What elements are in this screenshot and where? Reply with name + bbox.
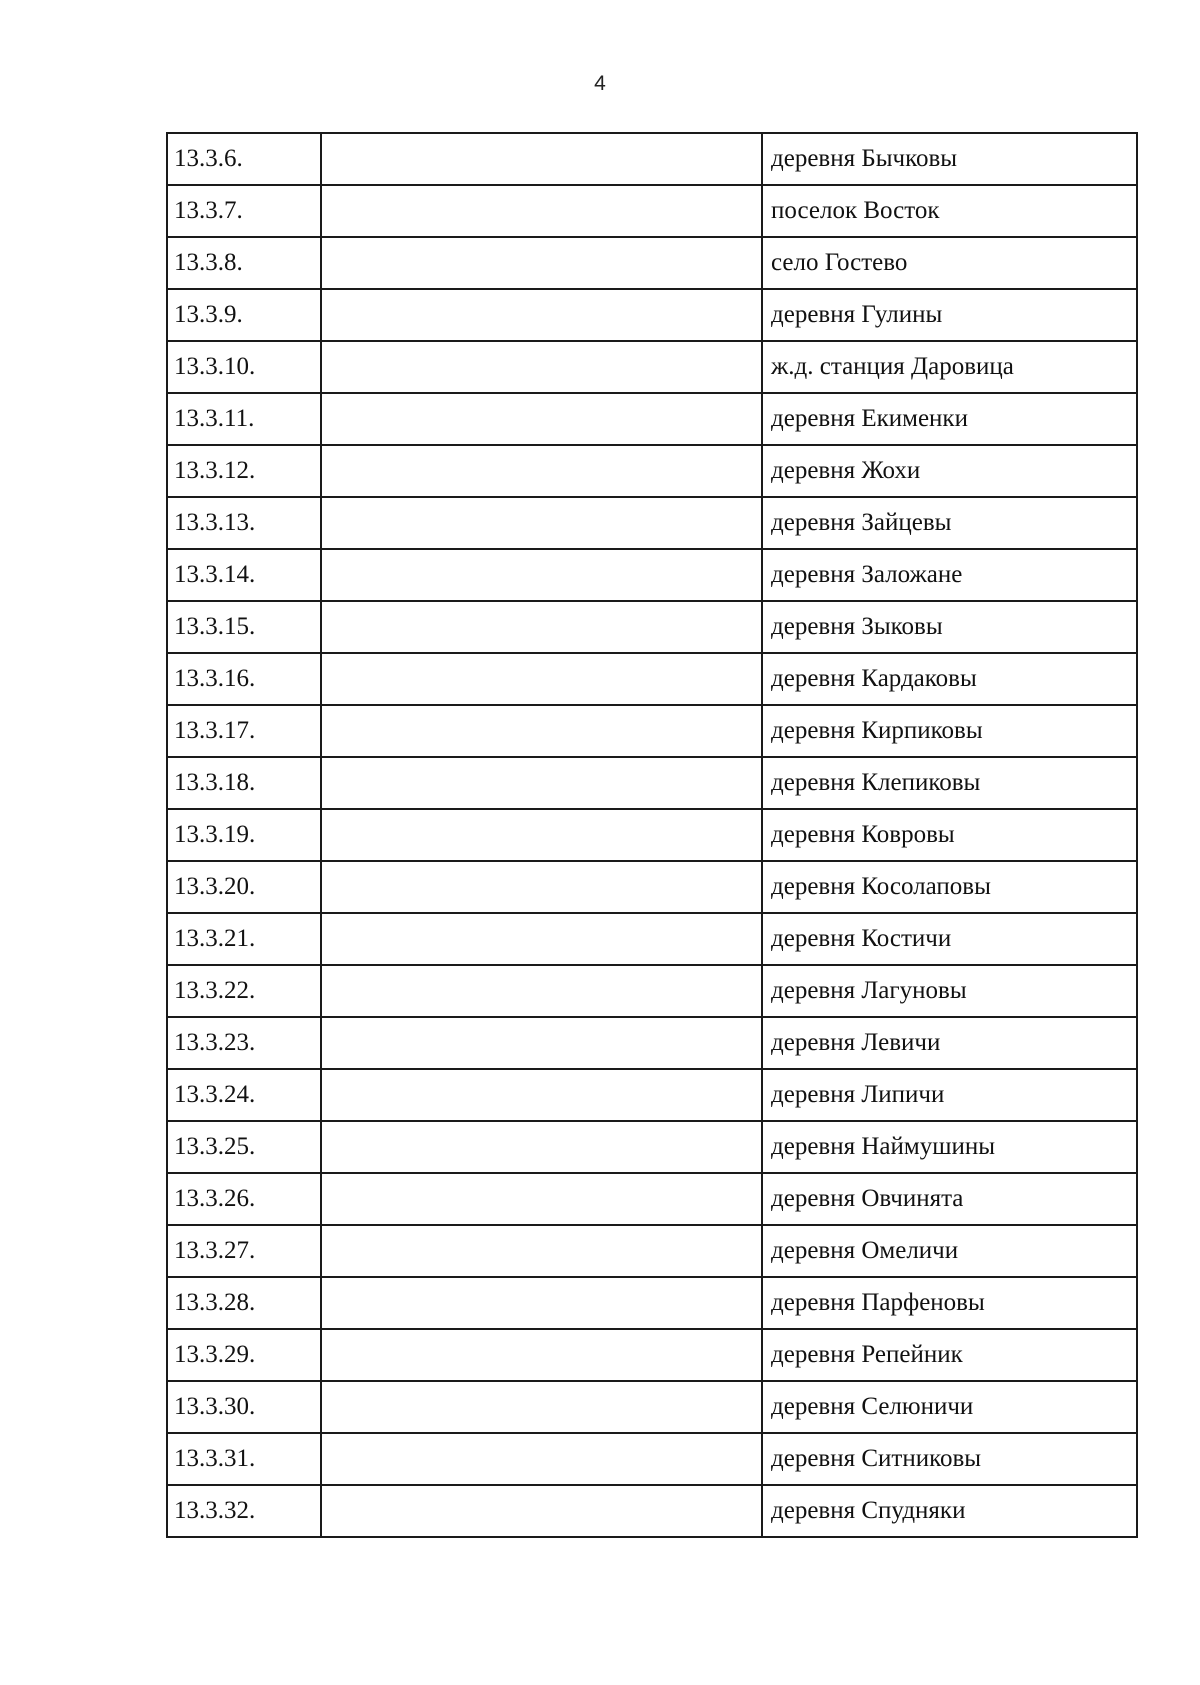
settlement-name-cell: деревня Спудняки <box>762 1485 1137 1537</box>
settlement-name-cell: деревня Парфеновы <box>762 1277 1137 1329</box>
empty-cell <box>321 601 762 653</box>
row-number-cell: 13.3.20. <box>167 861 321 913</box>
table-row <box>167 1381 1137 1433</box>
settlement-name-cell: деревня Бычковы <box>762 133 1137 185</box>
empty-cell <box>321 1329 762 1381</box>
settlement-name-cell: деревня Зайцевы <box>762 497 1137 549</box>
table-row <box>167 653 1137 705</box>
empty-cell <box>321 705 762 757</box>
row-number-cell: 13.3.7. <box>167 185 321 237</box>
table-row <box>167 757 1137 809</box>
empty-cell <box>321 185 762 237</box>
settlement-name-cell: деревня Лагуновы <box>762 965 1137 1017</box>
row-number-cell: 13.3.18. <box>167 757 321 809</box>
table-row <box>167 237 1137 289</box>
table-row <box>167 1017 1137 1069</box>
settlement-name-cell: деревня Овчинята <box>762 1173 1137 1225</box>
empty-cell <box>321 1225 762 1277</box>
empty-cell <box>321 809 762 861</box>
table-row <box>167 1121 1137 1173</box>
settlement-name-cell: деревня Екименки <box>762 393 1137 445</box>
empty-cell <box>321 965 762 1017</box>
table-row <box>167 445 1137 497</box>
row-number-cell: 13.3.16. <box>167 653 321 705</box>
settlement-name-cell: деревня Кирпиковы <box>762 705 1137 757</box>
row-number-cell: 13.3.27. <box>167 1225 321 1277</box>
settlement-name-cell: деревня Наймушины <box>762 1121 1137 1173</box>
table-row <box>167 1277 1137 1329</box>
row-number-cell: 13.3.25. <box>167 1121 321 1173</box>
table-row <box>167 549 1137 601</box>
row-number-cell: 13.3.32. <box>167 1485 321 1537</box>
empty-cell <box>321 1485 762 1537</box>
empty-cell <box>321 1433 762 1485</box>
table-row <box>167 601 1137 653</box>
table-row <box>167 497 1137 549</box>
empty-cell <box>321 497 762 549</box>
empty-cell <box>321 1017 762 1069</box>
table-row <box>167 1433 1137 1485</box>
empty-cell <box>321 913 762 965</box>
table-row <box>167 1329 1137 1381</box>
row-number-cell: 13.3.13. <box>167 497 321 549</box>
table-row <box>167 1173 1137 1225</box>
settlement-name-cell: деревня Левичи <box>762 1017 1137 1069</box>
empty-cell <box>321 757 762 809</box>
settlement-name-cell: деревня Клепиковы <box>762 757 1137 809</box>
row-number-cell: 13.3.28. <box>167 1277 321 1329</box>
table-row <box>167 705 1137 757</box>
row-number-cell: 13.3.19. <box>167 809 321 861</box>
empty-cell <box>321 289 762 341</box>
row-number-cell: 13.3.31. <box>167 1433 321 1485</box>
table-row <box>167 861 1137 913</box>
settlement-name-cell: деревня Ковровы <box>762 809 1137 861</box>
empty-cell <box>321 861 762 913</box>
table-body <box>167 133 1137 1537</box>
empty-cell <box>321 1121 762 1173</box>
settlement-name-cell: деревня Ситниковы <box>762 1433 1137 1485</box>
table-row <box>167 185 1137 237</box>
table-row <box>167 965 1137 1017</box>
row-number-cell: 13.3.30. <box>167 1381 321 1433</box>
settlement-name-cell: село Гостево <box>762 237 1137 289</box>
row-number-cell: 13.3.6. <box>167 133 321 185</box>
settlement-name-cell: деревня Омеличи <box>762 1225 1137 1277</box>
empty-cell <box>321 393 762 445</box>
row-number-cell: 13.3.21. <box>167 913 321 965</box>
empty-cell <box>321 653 762 705</box>
row-number-cell: 13.3.14. <box>167 549 321 601</box>
empty-cell <box>321 445 762 497</box>
settlement-name-cell: деревня Липичи <box>762 1069 1137 1121</box>
row-number-cell: 13.3.8. <box>167 237 321 289</box>
empty-cell <box>321 1381 762 1433</box>
settlement-name-cell: деревня Селюничи <box>762 1381 1137 1433</box>
settlement-name-cell: деревня Кардаковы <box>762 653 1137 705</box>
settlement-name-cell: деревня Репейник <box>762 1329 1137 1381</box>
settlement-name-cell: поселок Восток <box>762 185 1137 237</box>
settlement-table <box>166 132 1138 1538</box>
row-number-cell: 13.3.10. <box>167 341 321 393</box>
row-number-cell: 13.3.9. <box>167 289 321 341</box>
settlement-name-cell: деревня Косолаповы <box>762 861 1137 913</box>
row-number-cell: 13.3.12. <box>167 445 321 497</box>
page-number: 4 <box>594 72 606 95</box>
table-row <box>167 341 1137 393</box>
settlement-name-cell: ж.д. станция Даровица <box>762 341 1137 393</box>
row-number-cell: 13.3.17. <box>167 705 321 757</box>
settlement-name-cell: деревня Зыковы <box>762 601 1137 653</box>
empty-cell <box>321 341 762 393</box>
table-row <box>167 1485 1137 1537</box>
empty-cell <box>321 1173 762 1225</box>
row-number-cell: 13.3.24. <box>167 1069 321 1121</box>
empty-cell <box>321 1277 762 1329</box>
empty-cell <box>321 1069 762 1121</box>
row-number-cell: 13.3.26. <box>167 1173 321 1225</box>
empty-cell <box>321 237 762 289</box>
row-number-cell: 13.3.15. <box>167 601 321 653</box>
table-row <box>167 393 1137 445</box>
empty-cell <box>321 133 762 185</box>
table-row <box>167 913 1137 965</box>
table-row <box>167 1225 1137 1277</box>
row-number-cell: 13.3.11. <box>167 393 321 445</box>
table-row <box>167 809 1137 861</box>
settlement-name-cell: деревня Жохи <box>762 445 1137 497</box>
table-row <box>167 133 1137 185</box>
row-number-cell: 13.3.23. <box>167 1017 321 1069</box>
table-row <box>167 1069 1137 1121</box>
table-row <box>167 289 1137 341</box>
settlement-name-cell: деревня Заложане <box>762 549 1137 601</box>
row-number-cell: 13.3.29. <box>167 1329 321 1381</box>
settlement-name-cell: деревня Гулины <box>762 289 1137 341</box>
row-number-cell: 13.3.22. <box>167 965 321 1017</box>
settlement-name-cell: деревня Костичи <box>762 913 1137 965</box>
empty-cell <box>321 549 762 601</box>
